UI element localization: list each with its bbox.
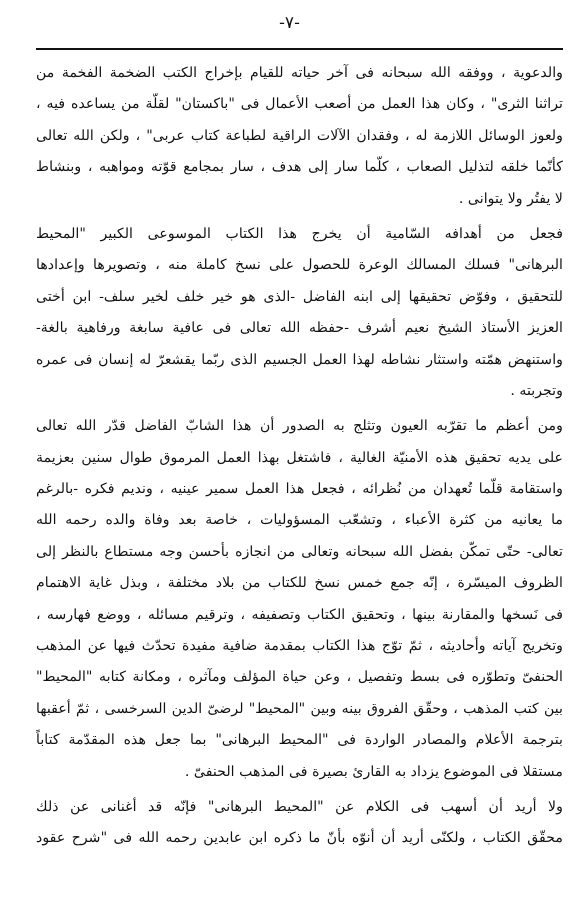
text-line: بترجمة الأعلام والمصادر الواردة فى "المحيط البرهانى" بما جعل هذه المقدّمة كتاباً (36, 732, 563, 749)
text-line: على يديه تحقيق هذه الأمنيّة الغالية ، فاشتغل بهذا العمل المرموق طوال سنين بعزيمة (36, 449, 563, 466)
text-line: تعالى- حتّى تمكّن بفضل الله سبحانه وتعالى من انجازه بأحسن وجه مستطاع بالنظر إلى (36, 543, 563, 560)
text-line: مستقلا فى الموضوع يزداد به القارئ بصيرة فى المذهب الحنفىّ . (184, 763, 563, 780)
body-text (36, 58, 563, 855)
text-line: كأنّما خلقه لتذليل الصعاب ، كلّما سار إلى هدف ، سار بمجامع قوّته ومواهبه ، وبنشاط (36, 159, 563, 176)
page-number: -٧- (279, 13, 300, 33)
text-line: للتحقيق ، وفوّض تحقيقها إلى ابنه الفاضل -الذى هو خير خلف لخير سلف- ابن أختى (36, 288, 563, 305)
text-line: بين كتب المذهب ، وحقّق الفروق بينه وبين "المحيط" لرضىّ الدين السرخسى ، ثمّ أعقبها (36, 700, 563, 717)
text-line: ولعوز الوسائل اللازمة له ، وفقدان الآلات الراقية لطباعة كتاب عربى" ، ولكن الله تعالى (36, 127, 563, 144)
text-line: والدعوية ، ووفقه الله سبحانه فى آخر حياته للقيام بإخراج الكتب الضخمة الفخمة من (36, 65, 563, 81)
text-line: البرهانى" فسلك المسالك الوعرة للحصول على نسخ كاملة منه ، وتصويرها وإعدادها (36, 257, 563, 274)
text-line: الظروف الميسّرة ، إنّه جمع خمس نسخ للكتاب من بلاد مختلفة ، وبذل غاية الاهتمام (36, 575, 563, 592)
text-line: محقّق الكتاب ، ولكنّى أريد أن أنوّه بأنّ ما ذكره ابن عابدين رحمه الله فى "شرح عقود (36, 830, 563, 847)
text-line: فجعل من أهدافه السّامية أن يخرج هذا الكتاب الموسوعى الكبير "المحيط (36, 225, 563, 242)
header-rule (36, 48, 563, 50)
text-line: واستنهض همّته واستثار نشاطه لهذا العمل الجسيم الذى ربّما يقشعرّ له إنسان فى عمره (36, 351, 563, 368)
text-line: ومن أعظم ما تقرّبه العيون وتثلج به الصدور أن هذا الشابّ الفاضل قدّر الله تعالى (36, 418, 563, 435)
text-line: تراثنا الثرى" ، وكان هذا العمل من أصعب الأعمال فى "باكستان" لقلّة من يساعده فيه ، (36, 96, 563, 113)
text-line: وتجربته . (510, 382, 563, 399)
text-line: فى نَسخها والمقارنة بينها ، وتحقيق الكتاب وتصفيفه ، وترقيم مسائله ، ووضع فهارسه ، (36, 606, 563, 623)
text-line: الحنفىّ وتطوّره فى بسط وتفصيل ، وعن حياة المؤلف ومآثره ، ومكانة كتابه "المحيط" (36, 669, 563, 686)
text-line: العزيز الأستاذ الشيخ نعيم أشرف -حفظه الله تعالى فى عافية سابغة ورفاهية بالغة- (36, 320, 563, 337)
text-line: وتخريج آياته وأحاديثه ، ثمّ توّج هذا الكتاب بمقدمة ضافية مفيدة تحدّث فيها عن المذهب (36, 638, 563, 655)
text-line: ما يعانيه من كثرة الأعباء ، وتشعّب المسؤوليات ، خاصة بعد وفاة والده رحمه الله (36, 512, 563, 529)
text-line: لا يفتُر ولا يتوانى . (458, 190, 563, 207)
text-line: ولا أريد أن أسهب فى الكلام عن "المحيط البرهانى" فإنّه قد أغنانى عن ذلك (36, 798, 563, 815)
text-line: واستقامة قلّما تُعهدان من نُظرائه ، فجعل هذا العمل سمير عينيه ، ونديم فكره -بالرغم (36, 481, 563, 498)
